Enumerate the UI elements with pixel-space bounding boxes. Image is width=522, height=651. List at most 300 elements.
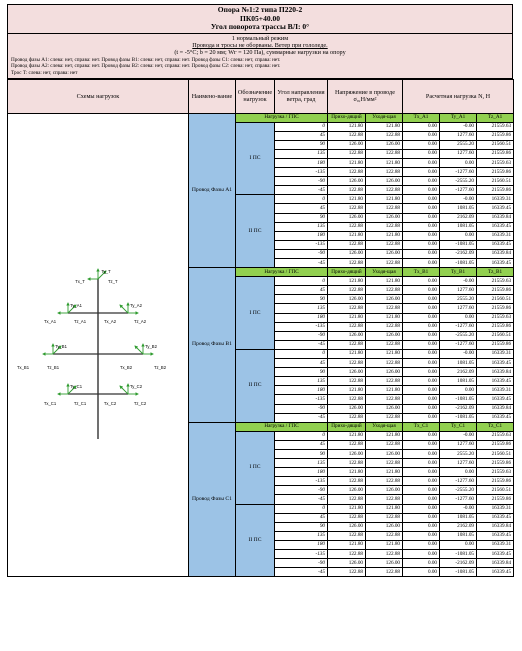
tension-outgoing: 126.00 [366, 486, 403, 495]
outgoing-header: Уходя-щая [366, 113, 403, 122]
load-x: 0.00 [403, 149, 440, 158]
tension-incoming: 122.88 [328, 322, 366, 331]
load-x: 0.00 [403, 195, 440, 204]
tension-incoming: 122.88 [328, 340, 366, 349]
wind-angle: 180 [275, 468, 328, 477]
load-y: 2162.09 [440, 368, 477, 377]
load-y: 2555.20 [440, 449, 477, 458]
load-column-header: Tx_B1 [403, 268, 440, 277]
wind-angle: 45 [275, 513, 328, 522]
load-z: 16339.84 [477, 213, 514, 222]
load-y: -1277.60 [440, 168, 477, 177]
support-title: Опора №1:2 типа П220-2 [217, 5, 303, 14]
load-z: 21559.63 [477, 158, 514, 167]
wind-angle: 0 [275, 504, 328, 513]
tension-incoming: 122.88 [328, 440, 366, 449]
load-y: -0.00 [440, 277, 477, 286]
tension-incoming: 122.88 [328, 459, 366, 468]
tension-outgoing: 122.88 [366, 186, 403, 195]
load-z: 21559.86 [477, 440, 514, 449]
load-vector-label: Tz_B2 [153, 364, 167, 370]
load-scheme-cell [8, 113, 189, 577]
load-y: -1277.60 [440, 340, 477, 349]
load-y: -1081.05 [440, 413, 477, 422]
wind-angle: 90 [275, 295, 328, 304]
load-vector-label: Ty_A1 [70, 302, 82, 308]
load-y: -0.00 [440, 431, 477, 440]
tension-outgoing: 122.88 [366, 322, 403, 331]
load-y: 2162.09 [440, 213, 477, 222]
tension-incoming: 122.88 [328, 204, 366, 213]
load-vector-label: Tz_A2 [133, 318, 147, 324]
load-column-header: Ty_B1 [440, 268, 477, 277]
load-x: 0.00 [403, 277, 440, 286]
load-x: 0.00 [403, 231, 440, 240]
load-x: 0.00 [403, 540, 440, 549]
ps-section: I ПС [236, 277, 275, 350]
load-z: 16339.31 [477, 231, 514, 240]
tension-incoming: 122.88 [328, 131, 366, 140]
load-z: 21560.51 [477, 449, 514, 458]
incoming-header: Прихо-дящий [328, 422, 366, 431]
load-vector-label: Tx_T [75, 278, 85, 284]
tension-outgoing: 121.80 [366, 504, 403, 513]
load-x: 0.00 [403, 122, 440, 131]
load-y: 1081.05 [440, 531, 477, 540]
load-x: 0.00 [403, 359, 440, 368]
load-y: 0.00 [440, 231, 477, 240]
tension-incoming: 121.80 [328, 277, 366, 286]
load-z: 21560.51 [477, 177, 514, 186]
wind-angle: -135 [275, 550, 328, 559]
load-z: 16339.45 [477, 568, 514, 577]
tension-outgoing: 121.80 [366, 431, 403, 440]
load-z: 16339.45 [477, 377, 514, 386]
load-column-header: Tz_A1 [477, 113, 514, 122]
load-y: -1277.60 [440, 186, 477, 195]
load-x: 0.00 [403, 259, 440, 268]
tension-outgoing: 121.80 [366, 386, 403, 395]
tension-outgoing: 126.00 [366, 368, 403, 377]
wind-angle: -45 [275, 413, 328, 422]
tension-incoming: 126.00 [328, 522, 366, 531]
wind-angle: -90 [275, 177, 328, 186]
tension-outgoing: 122.88 [366, 531, 403, 540]
load-y: 2555.20 [440, 295, 477, 304]
load-x: 0.00 [403, 322, 440, 331]
wind-angle: -90 [275, 249, 328, 258]
load-column-header: Tx_A1 [403, 113, 440, 122]
tension-incoming: 122.88 [328, 259, 366, 268]
tension-incoming: 126.00 [328, 449, 366, 458]
load-z: 16339.84 [477, 249, 514, 258]
load-z: 16339.31 [477, 195, 514, 204]
tension-incoming: 126.00 [328, 404, 366, 413]
wind-angle: 135 [275, 459, 328, 468]
load-y: 0.00 [440, 540, 477, 549]
tension-outgoing: 122.88 [366, 204, 403, 213]
turn-angle-label: Угол поворота трассы ВЛ: 0° [210, 22, 310, 31]
load-y: 1081.05 [440, 359, 477, 368]
wind-angle: 45 [275, 440, 328, 449]
load-y: -2162.09 [440, 559, 477, 568]
tension-outgoing: 122.88 [366, 495, 403, 504]
load-header: Нагрузка / ГПС [236, 422, 328, 431]
tension-incoming: 121.80 [328, 349, 366, 358]
tension-outgoing: 126.00 [366, 177, 403, 186]
wind-angle: 180 [275, 231, 328, 240]
load-y: 1277.60 [440, 440, 477, 449]
load-z: 21559.63 [477, 122, 514, 131]
tension-incoming: 121.80 [328, 431, 366, 440]
wind-angle: 0 [275, 122, 328, 131]
load-z: 21559.86 [477, 304, 514, 313]
tension-outgoing: 122.88 [366, 377, 403, 386]
wind-angle: -90 [275, 331, 328, 340]
tension-incoming: 122.88 [328, 395, 366, 404]
load-vector-label: Tx_C2 [103, 400, 117, 406]
wind-angle: -135 [275, 322, 328, 331]
load-z: 21559.86 [477, 322, 514, 331]
tension-outgoing: 126.00 [366, 140, 403, 149]
load-z: 16339.45 [477, 240, 514, 249]
tension-incoming: 122.88 [328, 222, 366, 231]
picket-label: ПК05+40.00 [240, 13, 280, 23]
load-x: 0.00 [403, 468, 440, 477]
tension-incoming: 126.00 [328, 559, 366, 568]
ps-section: I ПС [236, 431, 275, 504]
wind-angle: 180 [275, 313, 328, 322]
load-z: 21560.51 [477, 331, 514, 340]
load-x: 0.00 [403, 177, 440, 186]
tension-incoming: 126.00 [328, 295, 366, 304]
tension-incoming: 126.00 [328, 486, 366, 495]
load-y: -1081.05 [440, 240, 477, 249]
wind-angle: -45 [275, 495, 328, 504]
col-angle: Угол направления ветра, град [275, 79, 328, 113]
tension-incoming: 122.88 [328, 186, 366, 195]
load-z: 16339.31 [477, 504, 514, 513]
tension-outgoing: 121.80 [366, 349, 403, 358]
wind-angle: 90 [275, 368, 328, 377]
tension-outgoing: 122.88 [366, 568, 403, 577]
tension-incoming: 122.88 [328, 377, 366, 386]
wind-angle: -90 [275, 404, 328, 413]
tension-incoming: 122.88 [328, 568, 366, 577]
column-header-row [8, 79, 514, 113]
load-z: 16339.31 [477, 386, 514, 395]
support-header [7, 4, 513, 34]
load-x: 0.00 [403, 168, 440, 177]
mode-title: 1 нормальный режим [231, 34, 289, 42]
load-z: 21559.86 [477, 477, 514, 486]
load-z: 16339.84 [477, 559, 514, 568]
load-vector-label: Tx_B2 [119, 364, 133, 370]
tension-outgoing: 122.88 [366, 440, 403, 449]
load-vector-label: Tz_T [108, 278, 118, 284]
load-vector-label: Tx_B1 [16, 364, 30, 370]
load-x: 0.00 [403, 222, 440, 231]
load-header: Нагрузка / ГПС [236, 268, 328, 277]
wind-angle: 135 [275, 531, 328, 540]
load-x: 0.00 [403, 395, 440, 404]
tension-incoming: 121.80 [328, 195, 366, 204]
load-z: 16339.45 [477, 395, 514, 404]
tension-outgoing: 122.88 [366, 550, 403, 559]
load-x: 0.00 [403, 186, 440, 195]
load-vector-label: Tx_C1 [43, 400, 57, 406]
incoming-header: Прихо-дящий [328, 113, 366, 122]
phase-name: Провод Фазы B1 [189, 268, 236, 423]
load-x: 0.00 [403, 522, 440, 531]
col-schemes: Схемы нагрузок [8, 79, 189, 113]
tension-incoming: 126.00 [328, 368, 366, 377]
load-y: -1081.05 [440, 259, 477, 268]
tension-incoming: 121.80 [328, 540, 366, 549]
wind-angle: 180 [275, 158, 328, 167]
phase-name: Провод Фазы C1 [189, 422, 236, 577]
load-vector-z [120, 305, 128, 313]
load-z: 16339.45 [477, 222, 514, 231]
load-y: -0.00 [440, 195, 477, 204]
load-z: 21560.51 [477, 295, 514, 304]
tension-incoming: 122.88 [328, 240, 366, 249]
load-column-header: Tz_C1 [477, 422, 514, 431]
load-y: -2162.09 [440, 404, 477, 413]
load-vector-label: Ty_T [101, 268, 111, 274]
ps-section: II ПС [236, 504, 275, 577]
tension-incoming: 121.80 [328, 386, 366, 395]
wind-angle: 180 [275, 386, 328, 395]
wind-angle: 90 [275, 213, 328, 222]
tension-incoming: 122.88 [328, 304, 366, 313]
tension-outgoing: 121.80 [366, 122, 403, 131]
load-z: 16339.31 [477, 540, 514, 549]
load-y: 1081.05 [440, 222, 477, 231]
tension-incoming: 122.88 [328, 513, 366, 522]
load-y: 2162.09 [440, 522, 477, 531]
load-y: -1081.05 [440, 550, 477, 559]
tension-incoming: 122.88 [328, 495, 366, 504]
load-x: 0.00 [403, 240, 440, 249]
load-z: 16339.45 [477, 413, 514, 422]
tension-outgoing: 121.80 [366, 195, 403, 204]
load-y: 0.00 [440, 313, 477, 322]
load-x: 0.00 [403, 513, 440, 522]
tension-incoming: 122.88 [328, 550, 366, 559]
phase-name: Провод Фазы A1 [189, 113, 236, 268]
load-z: 21559.63 [477, 313, 514, 322]
wind-angle: -45 [275, 568, 328, 577]
load-z: 16339.45 [477, 531, 514, 540]
load-x: 0.00 [403, 377, 440, 386]
wind-angle: 135 [275, 149, 328, 158]
tension-incoming: 126.00 [328, 331, 366, 340]
load-y: 1081.05 [440, 204, 477, 213]
tension-outgoing: 126.00 [366, 559, 403, 568]
load-vector-label: Tx_A1 [43, 318, 57, 324]
tension-outgoing: 122.88 [366, 168, 403, 177]
mode-conditions: (t = -5°С; b = 20 мм; Wг = 120 Па), суммарные нагрузки на опору [174, 49, 346, 57]
wind-angle: 90 [275, 522, 328, 531]
tension-incoming: 122.88 [328, 413, 366, 422]
incoming-header: Прихо-дящий [328, 268, 366, 277]
load-x: 0.00 [403, 295, 440, 304]
load-z: 21559.86 [477, 168, 514, 177]
wind-angle: 0 [275, 349, 328, 358]
load-vector-label: Tz_B1 [46, 364, 60, 370]
load-x: 0.00 [403, 531, 440, 540]
wind-angle: 45 [275, 359, 328, 368]
tension-outgoing: 122.88 [366, 286, 403, 295]
tension-outgoing: 122.88 [366, 131, 403, 140]
tension-incoming: 121.80 [328, 504, 366, 513]
tension-outgoing: 121.80 [366, 158, 403, 167]
load-x: 0.00 [403, 349, 440, 358]
load-y: 0.00 [440, 158, 477, 167]
wind-angle: 0 [275, 277, 328, 286]
load-y: -1081.05 [440, 568, 477, 577]
tension-incoming: 126.00 [328, 177, 366, 186]
load-y: -2162.09 [440, 249, 477, 258]
tension-outgoing: 122.88 [366, 304, 403, 313]
load-y: 1081.05 [440, 377, 477, 386]
load-y: -2555.20 [440, 486, 477, 495]
load-x: 0.00 [403, 249, 440, 258]
tension-outgoing: 122.88 [366, 340, 403, 349]
tension-outgoing: 121.80 [366, 277, 403, 286]
tension-incoming: 121.80 [328, 313, 366, 322]
load-z: 21559.63 [477, 277, 514, 286]
load-vector-label: Tz_C1 [73, 400, 87, 406]
col-tension: Напряжение в проводе σ₀,Н/мм² [328, 79, 403, 113]
mode-line-3: Трос T: слева: нет, справа: нет [11, 69, 78, 76]
load-x: 0.00 [403, 304, 440, 313]
wind-angle: 45 [275, 286, 328, 295]
load-y: 1277.60 [440, 131, 477, 140]
tension-incoming: 126.00 [328, 249, 366, 258]
load-x: 0.00 [403, 404, 440, 413]
document-page [7, 4, 513, 577]
tension-incoming: 126.00 [328, 213, 366, 222]
wind-angle: -45 [275, 186, 328, 195]
load-z: 16339.31 [477, 349, 514, 358]
col-designation: Обозначение нагрузок [236, 79, 275, 113]
wind-angle: -135 [275, 395, 328, 404]
load-y: -2555.20 [440, 331, 477, 340]
load-x: 0.00 [403, 431, 440, 440]
load-y: -1277.60 [440, 495, 477, 504]
load-x: 0.00 [403, 495, 440, 504]
mode-line-2: Провод фазы A2: слева: нет, справа: нет. Провод фазы B2: слева: нет, справа: нет. Провод фазы C2: слева: нет, справа: нет. [11, 63, 281, 70]
load-z: 16339.84 [477, 404, 514, 413]
mode-line-1: Провод фазы A1: слева: нет, справа: нет. Провод фазы B1: слева: нет, справа: нет. Провод фазы C1: слева: нет, справа: нет. [11, 56, 281, 63]
load-vector-label: Tz_C2 [133, 400, 147, 406]
load-z: 21560.51 [477, 140, 514, 149]
load-vector-label: Ty_C1 [69, 383, 83, 389]
wind-angle: 45 [275, 204, 328, 213]
load-z: 16339.45 [477, 204, 514, 213]
tension-incoming: 121.80 [328, 158, 366, 167]
load-x: 0.00 [403, 559, 440, 568]
ps-section: II ПС [236, 195, 275, 268]
tension-outgoing: 126.00 [366, 295, 403, 304]
load-z: 16339.45 [477, 259, 514, 268]
load-z: 21559.86 [477, 286, 514, 295]
load-header: Нагрузка / ГПС [236, 113, 328, 122]
load-x: 0.00 [403, 158, 440, 167]
load-x: 0.00 [403, 440, 440, 449]
load-z: 16339.45 [477, 513, 514, 522]
load-vector-label: Ty_C2 [129, 383, 143, 389]
wind-angle: -90 [275, 486, 328, 495]
wind-angle: 0 [275, 195, 328, 204]
tension-outgoing: 121.80 [366, 313, 403, 322]
tension-outgoing: 126.00 [366, 213, 403, 222]
tension-incoming: 126.00 [328, 140, 366, 149]
tension-incoming: 122.88 [328, 531, 366, 540]
load-x: 0.00 [403, 331, 440, 340]
tension-outgoing: 126.00 [366, 404, 403, 413]
load-x: 0.00 [403, 449, 440, 458]
tension-incoming: 122.88 [328, 149, 366, 158]
wind-angle: 180 [275, 540, 328, 549]
tension-incoming: 122.88 [328, 286, 366, 295]
load-vector-label: Ty_A2 [130, 302, 142, 308]
wind-angle: 135 [275, 377, 328, 386]
load-z: 21559.86 [477, 149, 514, 158]
tension-incoming: 121.80 [328, 122, 366, 131]
tension-outgoing: 122.88 [366, 395, 403, 404]
tension-outgoing: 126.00 [366, 331, 403, 340]
load-x: 0.00 [403, 550, 440, 559]
load-column-header: Tx_C1 [403, 422, 440, 431]
load-y: -1081.05 [440, 395, 477, 404]
load-vector-z [135, 346, 143, 354]
ps-section: I ПС [236, 122, 275, 195]
load-y: -0.00 [440, 122, 477, 131]
load-y: 1277.60 [440, 459, 477, 468]
load-y: 1277.60 [440, 149, 477, 158]
tension-incoming: 122.88 [328, 477, 366, 486]
load-mode-block [7, 34, 513, 79]
load-x: 0.00 [403, 459, 440, 468]
load-vector-label: Tz_A1 [73, 318, 87, 324]
wind-angle: -135 [275, 477, 328, 486]
load-column-header: Tz_B1 [477, 268, 514, 277]
load-x: 0.00 [403, 213, 440, 222]
load-x: 0.00 [403, 504, 440, 513]
outgoing-header: Уходя-щая [366, 268, 403, 277]
ps-section: II ПС [236, 349, 275, 422]
load-z: 21560.51 [477, 486, 514, 495]
wind-angle: 0 [275, 431, 328, 440]
outgoing-header: Уходя-щая [366, 422, 403, 431]
load-y: 1081.05 [440, 513, 477, 522]
tension-incoming: 121.80 [328, 468, 366, 477]
load-x: 0.00 [403, 386, 440, 395]
load-y: -0.00 [440, 349, 477, 358]
wind-angle: 135 [275, 304, 328, 313]
wind-angle: 90 [275, 140, 328, 149]
load-y: 0.00 [440, 468, 477, 477]
load-x: 0.00 [403, 131, 440, 140]
load-x: 0.00 [403, 413, 440, 422]
load-x: 0.00 [403, 286, 440, 295]
tension-outgoing: 122.88 [366, 459, 403, 468]
load-x: 0.00 [403, 568, 440, 577]
tension-outgoing: 126.00 [366, 249, 403, 258]
